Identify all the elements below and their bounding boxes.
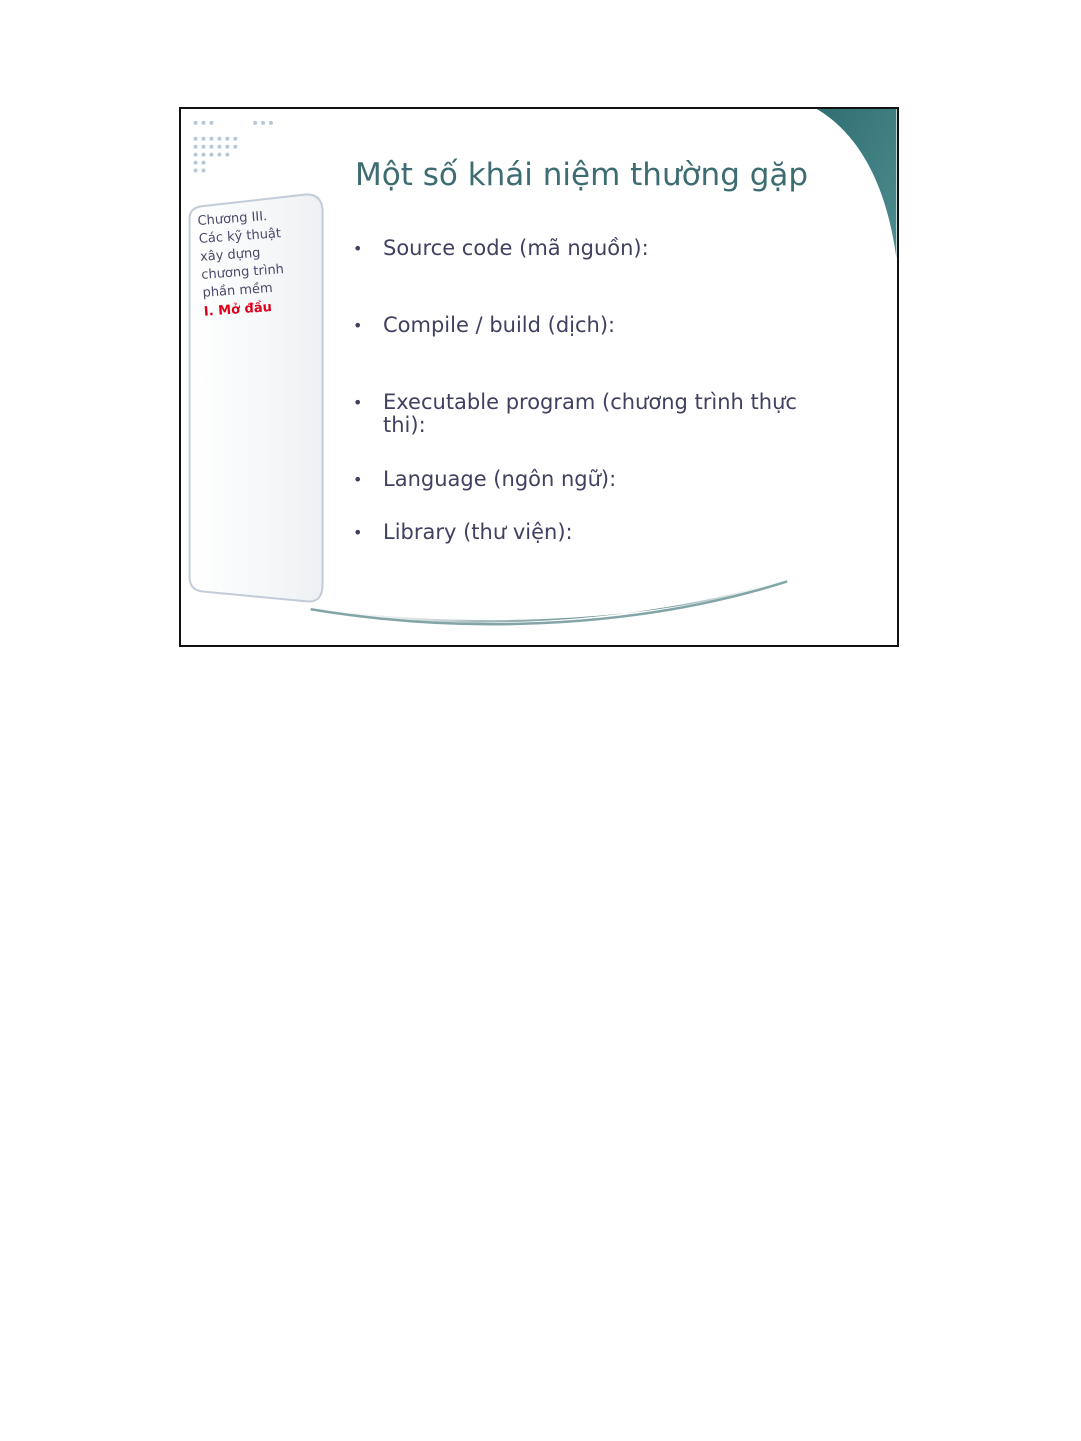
bullet-item [353, 468, 833, 491]
bullet-text: Compile / build (dịch): [383, 313, 616, 337]
bullet-text: Source code (mã nguồn): [383, 236, 649, 260]
chapter-title: Chương III. Các kỹ thuật xây dựng chương trình phần mềm [197, 209, 285, 301]
bullet-glyph: • [353, 316, 363, 335]
bullet-item [353, 391, 833, 437]
bullet-item [353, 237, 833, 260]
bullet-glyph: • [353, 470, 363, 489]
sidebar-label [197, 205, 314, 321]
bullet-text: Executable program (chương trình thực thi): [383, 390, 797, 437]
slide-title: Một số khái niệm thường gặp [355, 157, 809, 193]
bullet-glyph: • [353, 393, 363, 412]
section-title: I. Mở đầu [203, 300, 273, 320]
bullet-item [353, 314, 833, 337]
bullet-glyph: • [353, 523, 363, 542]
bullet-item [353, 521, 833, 544]
bullet-text: Library (thư viện): [383, 520, 573, 544]
dot-grid-decoration [194, 121, 273, 173]
bullet-text: Language (ngôn ngữ): [383, 467, 617, 491]
bullet-glyph: • [353, 239, 363, 258]
slide [179, 107, 899, 647]
